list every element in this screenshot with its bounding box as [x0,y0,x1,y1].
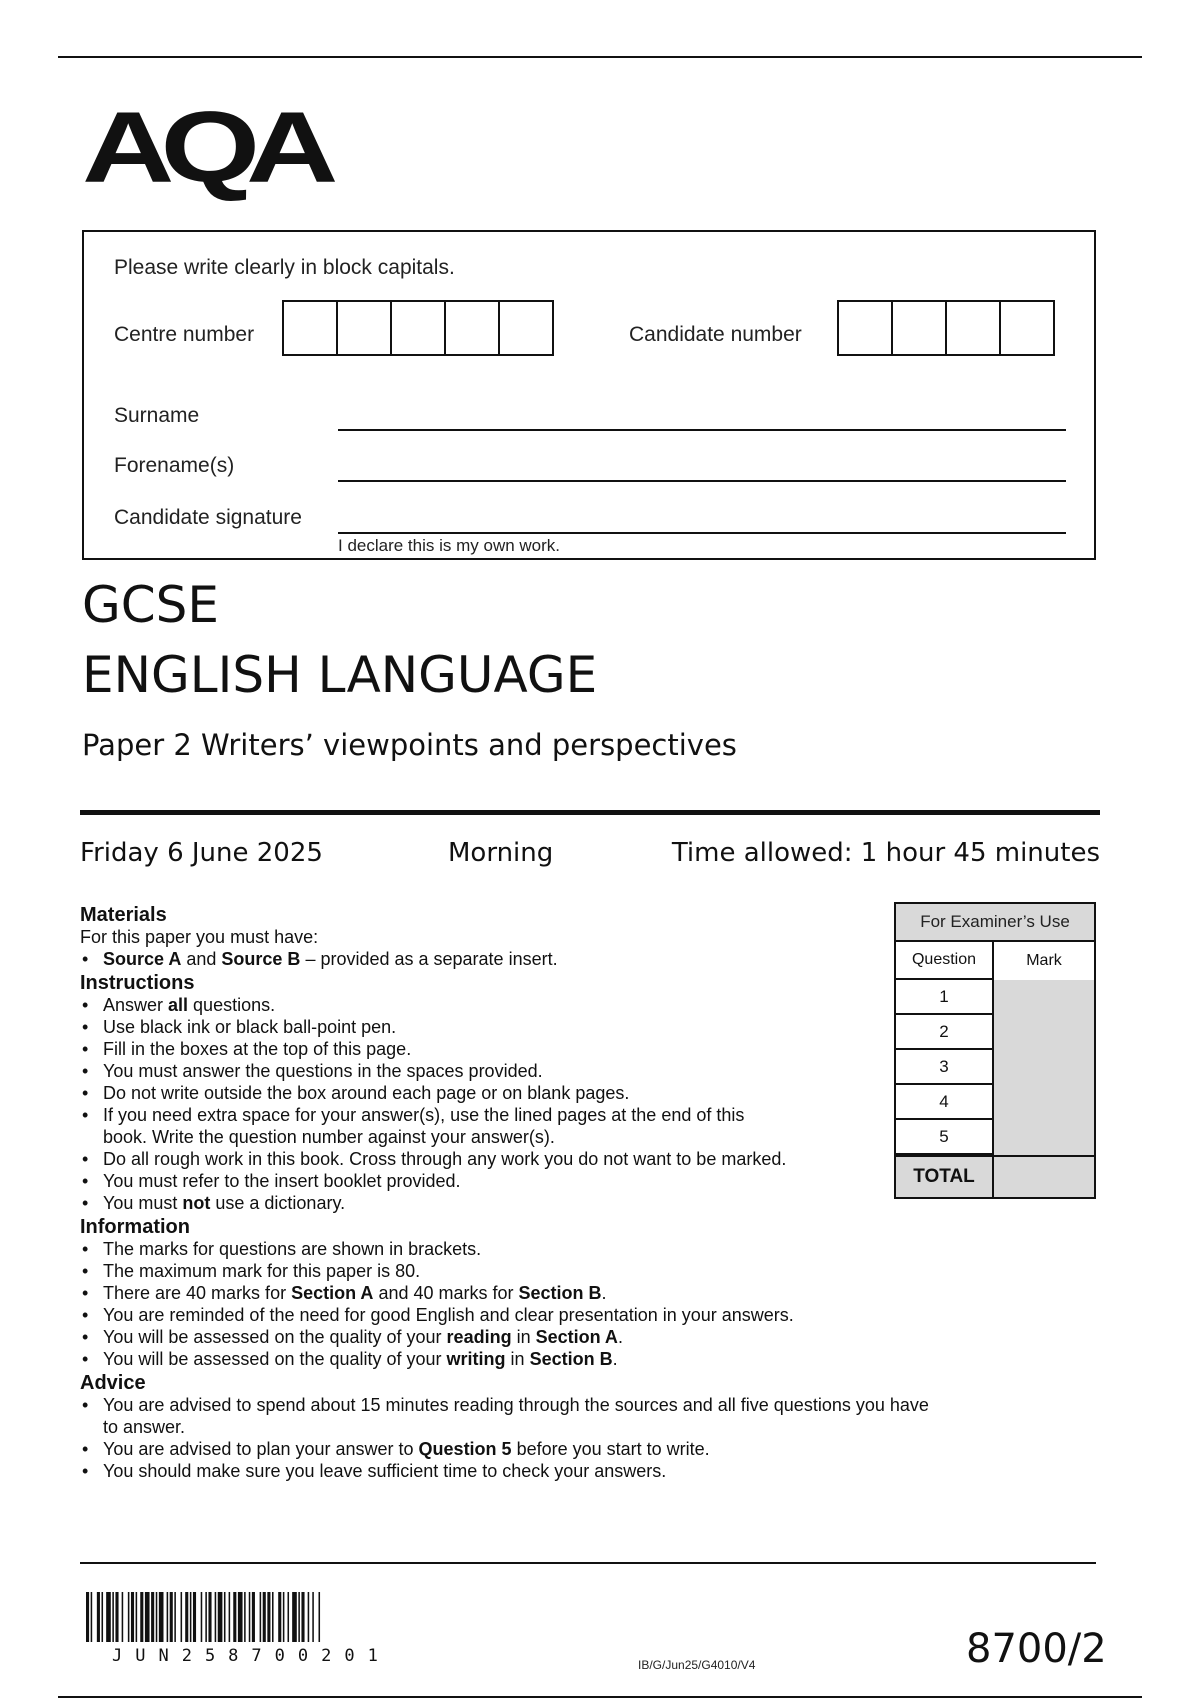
paper-title: Paper 2 Writers’ viewpoints and perspectives [82,728,737,762]
question-column-header: Question [896,942,994,980]
top-rule [58,56,1142,58]
examiner-use-table [894,902,1096,1199]
instructions-heading: Instructions [80,972,195,994]
mark-cell [994,1050,1094,1085]
candidate-number-label: Candidate number [629,323,802,346]
list-item: • If you need extra space for your answer(s), use the lined pages at the end of this book. Write the question number against your answer(s). [80,1104,753,1148]
mark-cell [994,1015,1094,1050]
list-item: • You are reminded of the need for good English and clear presentation in your answers. [80,1304,910,1326]
list-item: • You must answer the questions in the spaces provided. [80,1060,840,1082]
candidate-number-digit-box[interactable] [837,300,893,356]
table-row [896,1015,1094,1050]
total-mark-cell [994,1157,1094,1197]
candidate-number-digit-box[interactable] [999,300,1055,356]
list-item: • You must not use a dictionary. [80,1192,840,1214]
total-label: TOTAL [896,1157,994,1197]
exam-date: Friday 6 June 2025 [80,838,323,868]
total-row [896,1155,1094,1197]
forename-label: Forename(s) [114,454,235,477]
table-row [896,980,1094,1015]
list-item: • You will be assessed on the quality of your writing in Section B. [80,1348,910,1370]
list-item: • Fill in the boxes at the top of this page. [80,1038,840,1060]
paper-code: 8700/2 [966,1626,1107,1672]
list-item: • You will be assessed on the quality of your reading in Section A. [80,1326,910,1348]
list-item: • You must refer to the insert booklet provided. [80,1170,840,1192]
exam-session: Morning [448,838,554,868]
materials-heading: Materials [80,904,167,926]
information-list [80,1238,910,1370]
list-item: • You are advised to plan your answer to Question 5 before you start to write. [80,1438,985,1460]
surname-field[interactable] [338,429,1066,431]
mark-cell [994,980,1094,1015]
centre-number-digit-box[interactable] [444,300,500,356]
centre-number-boxes [284,300,554,356]
list-item: • Answer all questions. [80,994,840,1016]
surname-label: Surname [114,404,200,427]
list-item: • Do all rough work in this book. Cross through any work you do not want to be marked. [80,1148,813,1170]
aqa-logo: AQA [82,91,325,204]
list-item: • Do not write outside the box around each page or on blank pages. [80,1082,840,1104]
list-item: • You are advised to spend about 15 minutes reading through the sources and all five questions you have to answer. [80,1394,933,1438]
subject-title: ENGLISH LANGUAGE [82,646,598,704]
candidate-number-boxes [839,300,1055,356]
examiner-table-header-row [896,942,1094,980]
materials-intro: For this paper you must have: [80,927,319,947]
centre-number-digit-box[interactable] [336,300,392,356]
barcode-number: JUN258700201 [112,1646,391,1666]
block-capitals-instruction: Please write clearly in block capitals. [114,256,455,279]
list-item: • Source A and Source B – provided as a separate insert. [80,948,910,970]
question-number: 5 [896,1120,994,1155]
table-row [896,1085,1094,1120]
footer-rule [80,1562,1096,1564]
centre-number-label: Centre number [114,323,255,346]
document-reference: IB/G/Jun25/G4010/V4 [638,1658,756,1672]
table-row [896,1120,1094,1155]
candidate-number-digit-box[interactable] [945,300,1001,356]
bottom-rule [58,1696,1142,1698]
advice-heading: Advice [80,1372,146,1394]
information-heading: Information [80,1216,190,1238]
list-item: • The maximum mark for this paper is 80. [80,1260,910,1282]
question-number: 1 [896,980,994,1015]
title-divider [80,810,1100,815]
barcode [86,1592,470,1642]
mark-column-header: Mark [994,942,1094,980]
question-number: 2 [896,1015,994,1050]
mark-cell [994,1085,1094,1120]
materials-list [80,948,910,970]
list-item: • Use black ink or black ball-point pen. [80,1016,840,1038]
signature-field[interactable] [338,532,1066,534]
candidate-details-box [82,230,1096,560]
list-item: • The marks for questions are shown in brackets. [80,1238,910,1260]
question-number: 3 [896,1050,994,1085]
qualification-title: GCSE [82,576,219,634]
centre-number-digit-box[interactable] [498,300,554,356]
centre-number-digit-box[interactable] [390,300,446,356]
mark-cell [994,1120,1094,1155]
forename-field[interactable] [338,480,1066,482]
advice-list [80,1394,985,1482]
declaration-text: I declare this is my own work. [338,536,561,555]
signature-label: Candidate signature [114,506,302,529]
time-allowed: Time allowed: 1 hour 45 minutes [671,838,1100,868]
table-row [896,1050,1094,1085]
front-cover-notes [80,904,929,1482]
question-number: 4 [896,1085,994,1120]
instructions-list [80,994,840,1214]
list-item: • You should make sure you leave sufficient time to check your answers. [80,1460,985,1482]
centre-number-digit-box[interactable] [282,300,338,356]
candidate-number-digit-box[interactable] [891,300,947,356]
list-item: • There are 40 marks for Section A and 40 marks for Section B. [80,1282,910,1304]
examiner-use-heading: For Examiner’s Use [896,904,1094,942]
